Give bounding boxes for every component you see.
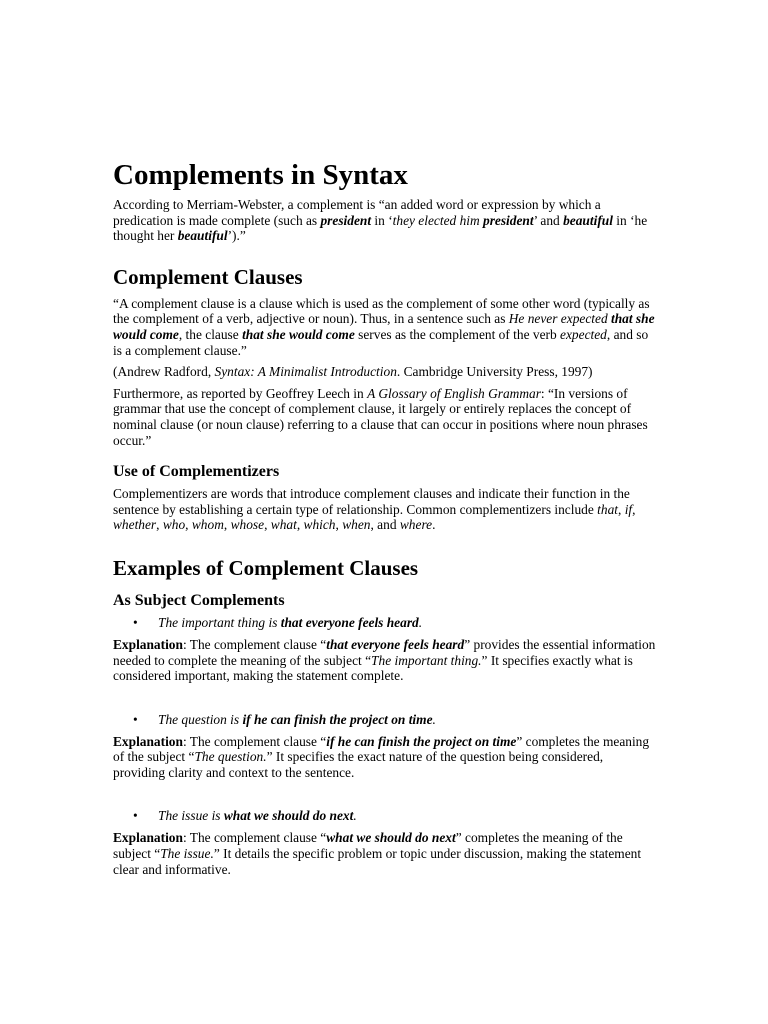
complementizers-paragraph [113,486,658,533]
page-title: Complements in Syntax [113,159,408,191]
explanation-paragraph [113,637,658,684]
separator: , [156,517,163,533]
example-sentence: . [353,808,357,824]
complementizer-word: that [597,501,618,517]
definition-text: , the clause [178,326,243,342]
definition-text: “A complement clause is a clause which is used as the complement of some other word (typically as the complement of a verb, adjective or noun). Thus, in a sentence such as [113,295,650,327]
separator: , [264,517,271,533]
separator: , [632,501,636,517]
intro-text: According to Merriam-Webster, a complement is “an added word or expression by which a predication is made complete (such as [113,197,601,228]
example-clause: that she would come [113,311,655,342]
example-verb: expected [560,326,607,342]
intro-paragraph [113,197,658,244]
bullet-icon: • [133,808,138,824]
citation-book-title: Syntax: A Minimalist Introduction [214,364,397,380]
explanation-text: ” It specifies the exact nature of the question being considered, providing clarity and context to the sentence. [113,749,604,780]
separator: , [223,517,231,533]
citation-paragraph [113,364,658,380]
intro-example-word: beautiful [177,228,228,244]
explanation-subject: The issue. [160,846,214,862]
intro-text: ’ and [533,212,564,228]
separator: , [185,517,192,533]
example-list [113,712,658,728]
example-sentence: . [418,614,423,630]
complementizer-word: where [399,517,433,533]
explanation-label: Explanation [113,830,183,846]
citation-text: . Cambridge University Press, 1997) [396,364,593,380]
complementizers-text: Complementizers are words that introduce complement clauses and indicate their function in the sentence by establishing a certain type of relationship. Common complementizers include [113,486,630,517]
intro-text: ’).” [227,228,246,244]
explanation-label: Explanation [113,733,183,749]
list-item [133,808,658,824]
explanation-subject: The question. [194,749,267,765]
example-sentence: The important thing is [158,614,281,630]
definition-text: serves as the complement of the verb [354,326,561,342]
intro-example-phrase: they elected him [392,212,483,228]
leech-text: : “In versions of grammar that use the concept of complement clause, it largely or entirely replaces the concept of nominal clause (or noun clause) referring to a clause that can occur in positions where noun phrases occur.” [113,385,648,448]
complementizer-word: whose [230,517,265,533]
section-heading-complementizers: Use of Complementizers [113,463,280,481]
explanation-subject: The important thing. [371,652,482,668]
complementizer-word: whom [191,517,224,533]
example-sentence: He never expected [508,311,611,327]
intro-example-word: president [483,212,534,228]
example-sentence: The issue is [158,808,224,824]
example-clause: what we should do next [223,808,354,824]
leech-paragraph [113,386,658,448]
explanation-text: : The complement clause “ [182,636,327,652]
intro-example-word: beautiful [563,212,613,228]
example-list [113,808,658,824]
example-sentence: . [432,711,436,727]
glossary-title: A Glossary of English Grammar [367,385,541,401]
intro-example-word: president [320,212,372,228]
example-clause: if he can finish the project on time [242,711,433,727]
explanation-text: ” completes the meaning of the subject “ [113,733,650,765]
example-clause: that everyone feels heard [280,614,419,630]
explanation-clause: if he can finish the project on time [326,733,517,749]
leech-text: Furthermore, as reported by Geoffrey Leech in [113,385,368,401]
definition-text: , and so is a complement clause.” [113,326,649,358]
explanation-paragraph [113,830,658,877]
separator: , [335,517,343,533]
explanation-clause: that everyone feels heard [326,636,465,652]
list-item [133,711,658,728]
section-heading-complement-clauses: Complement Clauses [113,264,303,289]
complementizer-word: who [162,517,186,533]
intro-text: in ‘ [371,212,393,228]
explanation-paragraph [113,734,658,781]
example-sentence: The question is [158,711,243,727]
intro-text: in ‘he thought her [113,212,648,244]
definition-paragraph [113,296,658,358]
separator: , [296,517,304,533]
explanation-text: ” It specifies exactly what is considered important, making the statement complete. [113,652,633,684]
complementizer-word: whether [113,517,157,533]
example-clause: that she would come [242,326,355,342]
complementizer-word: when [342,517,371,533]
spacer [113,690,658,712]
citation-text: (Andrew Radford, [113,364,215,380]
complementizer-word: if [624,501,633,517]
separator: , and [370,517,400,533]
explanation-text: ” provides the essential information needed to complete the meaning of the subject “ [113,636,656,668]
explanation-label: Explanation [113,636,183,652]
list-item [133,614,658,631]
separator: . [432,517,436,533]
complementizer-word: which [303,517,336,533]
explanation-text: ” completes the meaning of the subject “ [113,830,623,862]
separator: , [618,501,625,517]
explanation-text: : The complement clause “ [182,830,327,846]
subheading-subject-complements: As Subject Complements [113,591,285,609]
explanation-text: : The complement clause “ [182,733,327,749]
bullet-icon: • [133,614,138,630]
explanation-text: ” It details the specific problem or topic under discussion, making the statement clear and informative. [113,846,642,877]
complementizer-word: what [270,517,297,533]
bullet-icon: • [133,711,138,727]
example-list [113,615,658,631]
spacer [113,786,658,808]
section-heading-examples: Examples of Complement Clauses [113,555,419,580]
explanation-clause: what we should do next [326,830,456,846]
